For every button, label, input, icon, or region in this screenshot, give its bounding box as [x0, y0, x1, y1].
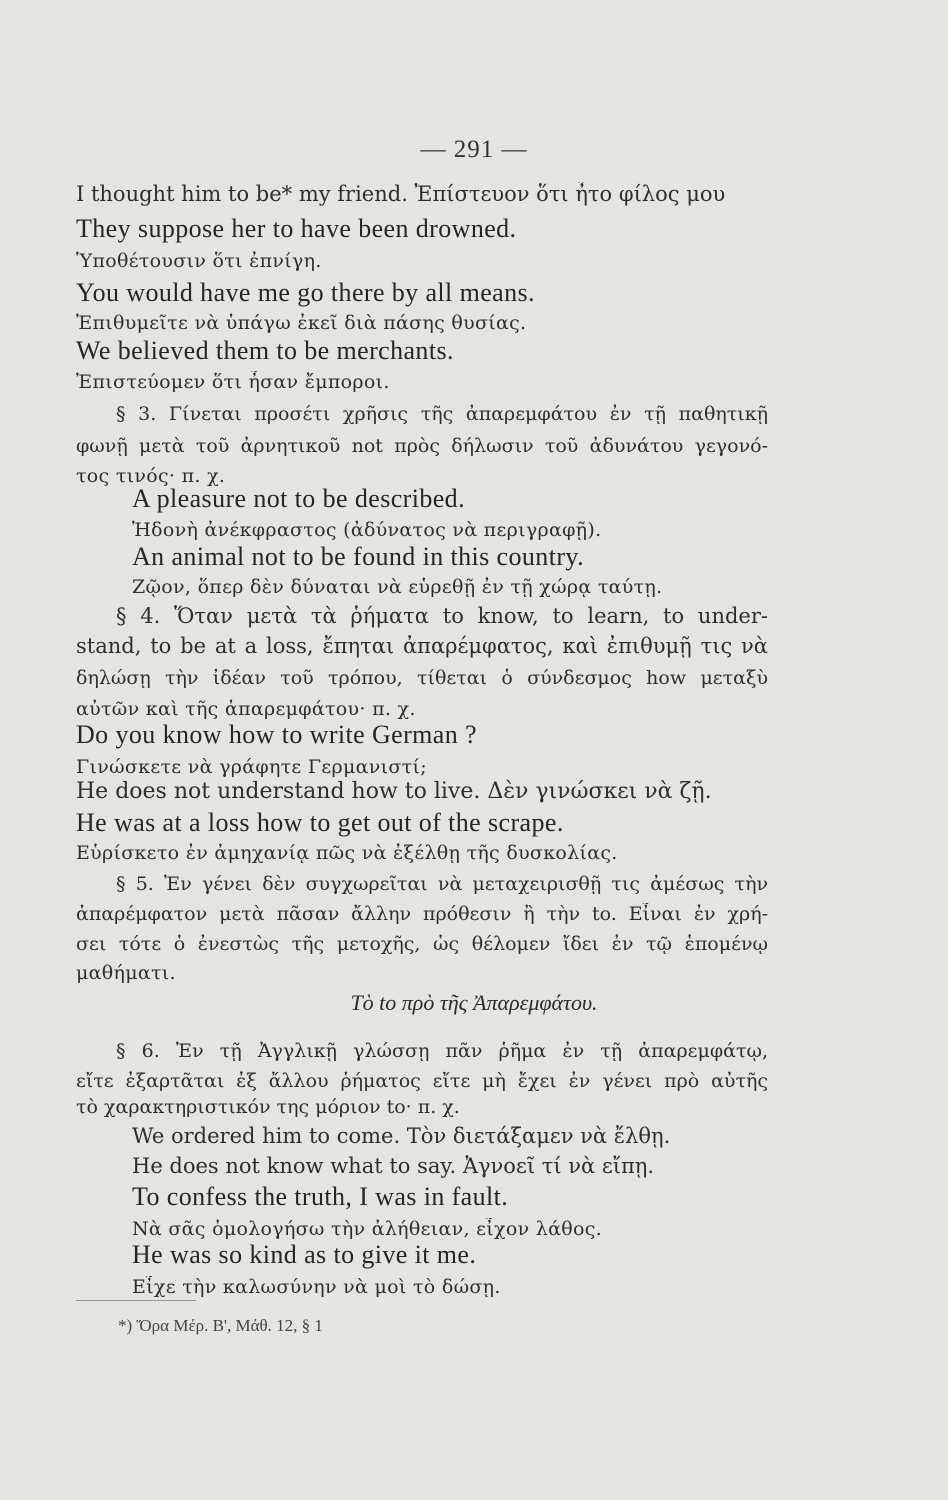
text-line: A pleasure not to be described.	[132, 484, 465, 513]
text-line: To confess the truth, I was in fault.	[132, 1182, 509, 1211]
text-line: stand, to be at a loss, ἔπηται ἀπαρέμφατος, καὶ ἐπιθυμῇ τις νὰ	[76, 634, 768, 658]
text-line: § 6. Ἐν τῇ Ἀγγλικῇ γλώσσῃ πᾶν ῥῆμα ἐν τῇ ἀπαρεμφάτῳ,	[116, 1040, 768, 1062]
text-line: § 5. Ἐν γένει δὲν συγχωρεῖται νὰ μεταχειρισθῇ τις ἀμέσως τὴν	[116, 873, 768, 895]
text-line: You would have me go there by all means.	[76, 278, 535, 307]
page-number: — 291 —	[420, 136, 528, 163]
footnote: *) Ὅρα Μέρ. Β', Μάθ. 12, § 1	[118, 1316, 323, 1335]
footnote-divider	[76, 1300, 196, 1301]
text-line: He was at a loss how to get out of the scrape.	[76, 808, 564, 837]
text-line: φωνῇ μετὰ τοῦ ἀρνητικοῦ not πρὸς δήλωσιν τοῦ ἀδυνάτου γεγονό-	[76, 435, 768, 457]
text-line: τὸ χαρακτηριστικόν της μόριον to· π. χ.	[76, 1096, 460, 1118]
text-line: Εἶχε τὴν καλωσύνην νὰ μοὶ τὸ δώσῃ.	[132, 1276, 501, 1298]
text-line: He does not understand how to live. Δὲν γινώσκει νὰ ζῇ.	[76, 779, 712, 804]
text-line: Γινώσκετε νὰ γράφητε Γερμανιστί;	[76, 756, 427, 778]
text-line: Ὑποθέτουσιν ὅτι ἐπνίγη.	[76, 250, 322, 272]
text-line: εἴτε ἐξαρτᾶται ἐξ ἄλλου ῥήματος εἴτε μὴ ἔχει ἐν γένει πρὸ αὐτῆς	[76, 1070, 768, 1092]
text-line: Do you know how to write German ?	[76, 720, 477, 749]
text-line: Ἡδονὴ ἀνέκφραστος (ἀδύνατος νὰ περιγραφῇ).	[132, 519, 602, 541]
text-line: He does not know what to say. Ἀγνοεῖ τί νὰ εἴπῃ.	[132, 1154, 655, 1178]
text-line: δηλώσῃ τὴν ἰδέαν τοῦ τρόπου, τίθεται ὁ σύνδεσμος how μεταξὺ	[76, 667, 768, 689]
text-line: Ἐπιστεύομεν ὅτι ἦσαν ἔμποροι.	[76, 371, 390, 393]
text-line: § 4. Ὅταν μετὰ τὰ ῥήματα to know, to learn, to under-	[116, 604, 768, 628]
text-line: We believed them to be merchants.	[76, 336, 454, 365]
text-line: They suppose her to have been drowned.	[76, 214, 517, 243]
text-line: Ἐπιθυμεῖτε νὰ ὑπάγω ἐκεῖ διὰ πάσης θυσίας.	[76, 312, 527, 334]
text-line: Εὑρίσκετο ἐν ἀμηχανίᾳ πῶς νὰ ἐξέλθῃ τῆς δυσκολίας.	[76, 842, 618, 864]
text-line: αὐτῶν καὶ τῆς ἀπαρεμφάτου· π. χ.	[76, 698, 416, 720]
text-line: τος τινός· π. χ.	[76, 465, 226, 487]
text-line: Νὰ σᾶς ὁμολογήσω τὴν ἀλήθειαν, εἶχον λάθος.	[132, 1218, 603, 1240]
text-line: Ζῷον, ὅπερ δὲν δύναται νὰ εὑρεθῇ ἐν τῇ χώρᾳ ταύτῃ.	[132, 576, 663, 598]
text-line: ἀπαρέμφατον μετὰ πᾶσαν ἄλλην πρόθεσιν ἢ τὴν to. Εἶναι ἐν χρή-	[76, 903, 768, 925]
text-line: He was so kind as to give it me.	[132, 1240, 477, 1269]
text-line: We ordered him to come. Τὸν διετάξαμεν νὰ ἔλθῃ.	[132, 1124, 671, 1148]
section-heading: Τὸ to πρὸ τῆς Ἀπαρεμφάτου.	[350, 990, 598, 1015]
text-line: § 3. Γίνεται προσέτι χρῆσις τῆς ἀπαρεμφάτου ἐν τῇ παθητικῇ	[116, 403, 768, 425]
text-line: σει τότε ὁ ἐνεστὼς τῆς μετοχῆς, ὡς θέλομεν ἴδει ἐν τῷ ἑπομένῳ	[76, 933, 768, 955]
text-line: An animal not to be found in this country.	[132, 542, 584, 571]
text-line: I thought him to be* my friend. Ἐπίστευον ὅτι ἦτο φίλος μου	[76, 182, 726, 206]
text-line: μαθήματι.	[76, 962, 176, 984]
